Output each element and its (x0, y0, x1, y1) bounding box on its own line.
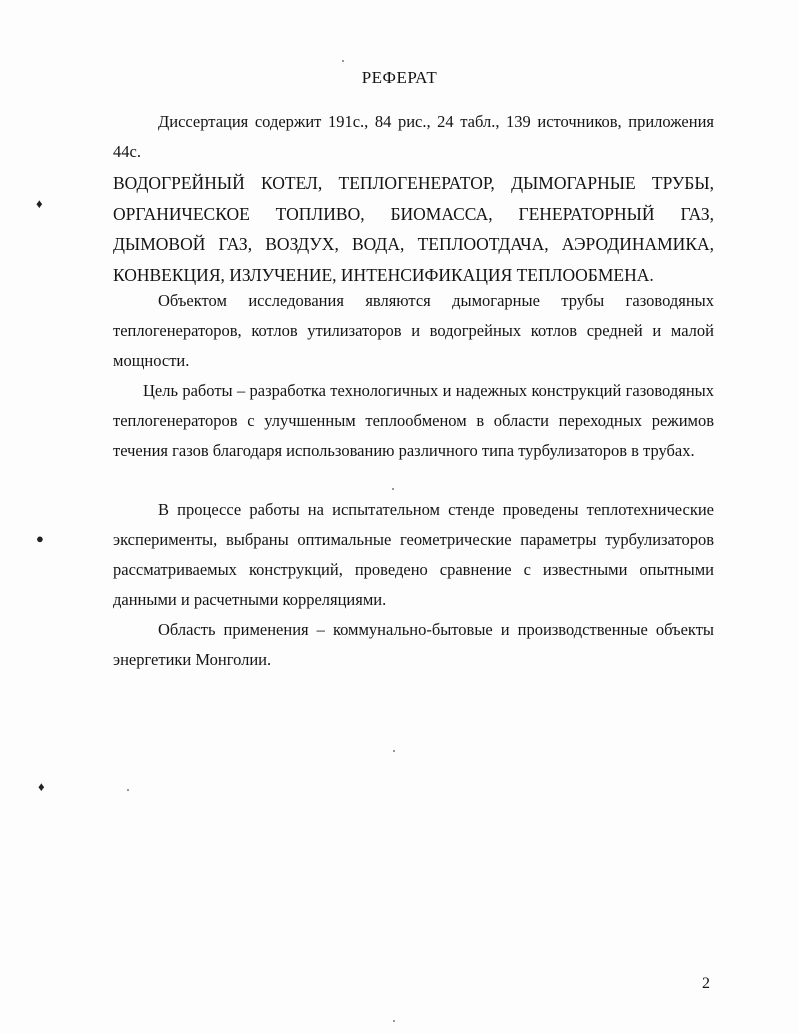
application-paragraph: Область применения – коммунально-бытовые и производственные объекты энергетики Монголии. (113, 620, 714, 669)
scan-speck (393, 750, 395, 752)
binder-mark-icon: ♦ (38, 779, 45, 794)
document-title: РЕФЕРАТ (361, 68, 438, 87)
scan-speck (393, 1020, 395, 1022)
goal-paragraph: Цель работы – разработка технологичных и надежных конструкций газоводяных теплогенераторов с улучшенным теплообменом в области переходных режимов течения газов благодаря использованию различного типа турбулизаторов в трубах. (113, 381, 714, 460)
process-paragraph: В процессе работы на испытательном стенде проведены теплотехнические эксперименты, выбраны оптимальные геометрические параметры турбулизаторов рассматриваемых конструкций, проведено сравнение с известными опытными данными и расчетными корреляциями. (113, 500, 714, 609)
binder-mark-icon: ♦ (36, 196, 43, 211)
keywords-paragraph: ВОДОГРЕЙНЫЙ КОТЕЛ, ТЕПЛОГЕНЕРАТОР, ДЫМОГАРНЫЕ ТРУБЫ, ОРГАНИЧЕСКОЕ ТОПЛИВО, БИОМАССА, ГЕНЕРАТОРНЫЙ ГАЗ, ДЫМОВОЙ ГАЗ, ВОЗДУХ, ВОДА, ТЕПЛООТДАЧА, АЭРОДИНАМИКА, КОНВЕКЦИЯ, ИЗЛУЧЕНИЕ, ИНТЕНСИФИКАЦИЯ ТЕПЛООБМЕНА. (113, 173, 714, 285)
scan-speck (127, 789, 129, 791)
binder-mark-icon: ● (36, 531, 44, 546)
summary-paragraph: Диссертация содержит 191с., 84 рис., 24 табл., 139 источников, приложения 44с. (113, 112, 714, 161)
scan-speck (342, 60, 344, 62)
scan-speck (392, 488, 394, 490)
object-paragraph: Объектом исследования являются дымогарные трубы газоводяных теплогенераторов, котлов утилизаторов и водогрейных котлов средней и малой мощности. (113, 291, 714, 370)
page-number: 2 (702, 975, 710, 992)
